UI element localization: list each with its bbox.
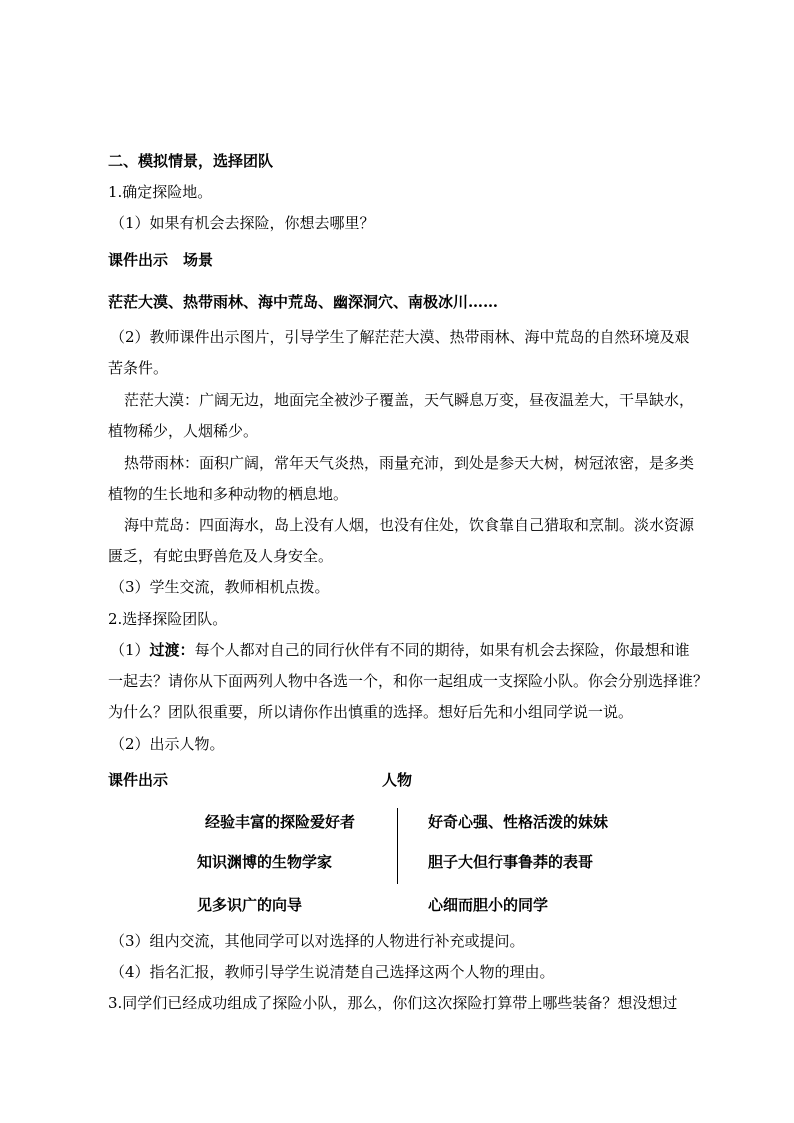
desert-line-1: 茫茫大漠：广阔无边，地面完全被沙子覆盖，天气瞬息万变，昼夜温差大，干旱缺水，: [124, 391, 695, 409]
right-person-1: 好奇心强、性格活泼的妹妹: [428, 813, 609, 831]
step-2: 2.选择探险团队。: [108, 610, 228, 628]
question-2-line-1: （2）教师课件出示图片，引导学生了解茫茫大漠、热带雨林、海中荒岛的自然环境及艰: [110, 328, 690, 346]
section-heading: 二、模拟情景，选择团队: [108, 152, 274, 170]
island-line-1: 海中荒岛：四面海水，岛上没有人烟，也没有住处，饮食靠自己猎取和烹制。淡水资源: [124, 516, 695, 534]
team-line-1-text: 每个人都对自己的同行伙伴有不同的期待，如果有机会去探险，你最想和谁: [194, 641, 690, 659]
team-line-3: 为什么？团队很重要，所以请你作出慎重的选择。想好后先和小组同学说一说。: [108, 703, 634, 721]
rainforest-line-2: 植物的生长地和多种动物的栖息地。: [108, 485, 349, 503]
left-person-1: 经验丰富的探险爱好者: [205, 813, 356, 831]
left-person-3: 见多识广的向导: [197, 896, 303, 914]
column-divider: [397, 808, 398, 884]
group-discussion: （3）组内交流，其他同学可以对选择的人物进行补充或提问。: [110, 932, 525, 950]
named-report: （4）指名汇报，教师引导学生说清楚自己选择这两个人物的理由。: [110, 963, 555, 981]
show-people: （2）出示人物。: [110, 735, 225, 753]
courseware-people-label: 课件出示: [108, 771, 169, 789]
step-3: 3.同学们已经成功组成了探险小队，那么，你们这次探险打算带上哪些装备？想没想过: [108, 994, 678, 1012]
left-person-2: 知识渊博的生物学家: [197, 853, 333, 871]
team-transition: 过渡：: [149, 641, 195, 659]
desert-line-2: 植物稀少，人烟稀少。: [108, 422, 259, 440]
courseware-people-title: 人物: [382, 771, 413, 789]
places-list: 茫茫大漠、热带雨林、海中荒岛、幽深洞穴、南极冰川……: [108, 293, 499, 311]
team-prefix: （1）: [110, 641, 150, 659]
team-line-1: [110, 641, 720, 659]
island-line-2: 匮乏，有蛇虫野兽危及人身安全。: [108, 547, 334, 565]
right-person-3: 心细而胆小的同学: [428, 896, 549, 914]
right-person-2: 胆子大但行事鲁莽的表哥: [428, 853, 594, 871]
rainforest-line-1: 热带雨林：面积广阔，常年天气炎热，雨量充沛，到处是参天大树，树冠浓密，是多类: [124, 454, 695, 472]
team-line-2: 一起去？请你从下面两列人物中各选一个，和你一起组成一支探险小队。你会分别选择谁？: [108, 672, 709, 690]
question-2-line-2: 苦条件。: [108, 359, 169, 377]
step-1: 1.确定探险地。: [108, 183, 213, 201]
courseware-scene: 课件出示 场景: [108, 251, 214, 269]
question-3: （3）学生交流，教师相机点拨。: [110, 578, 330, 596]
question-1: （1）如果有机会去探险，你想去哪里？: [110, 214, 375, 232]
